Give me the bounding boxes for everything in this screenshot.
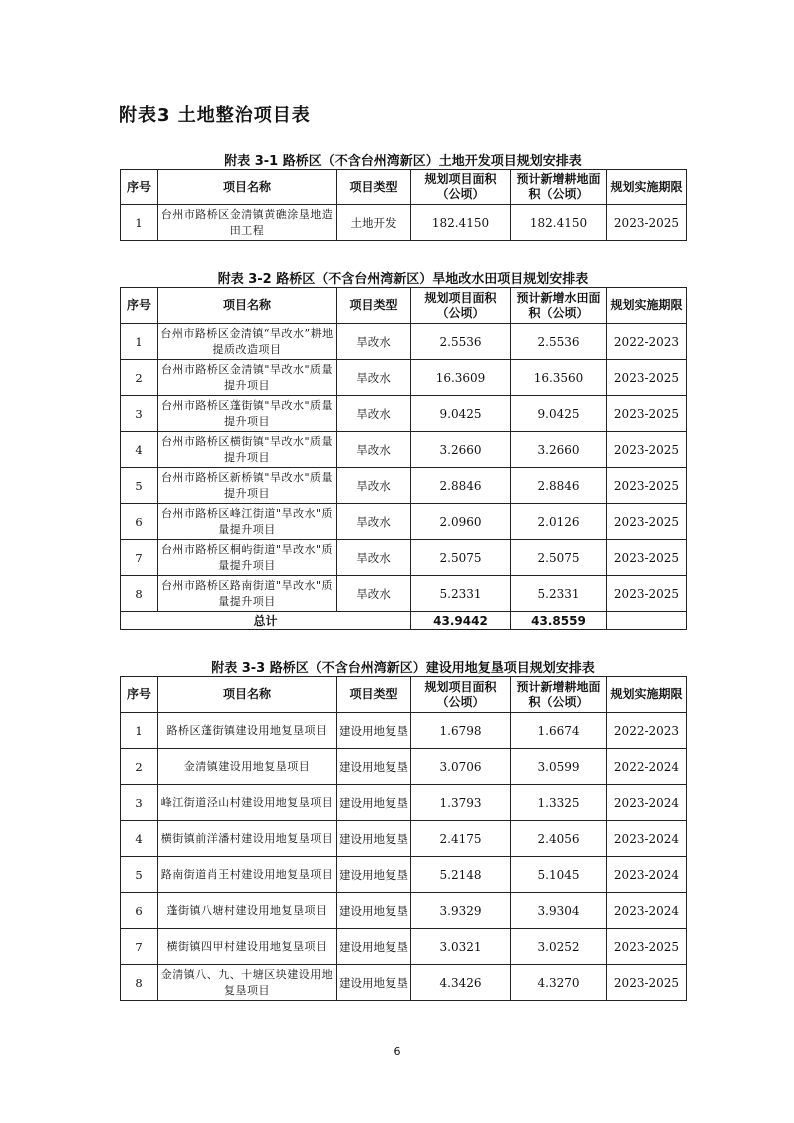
table-row	[121, 749, 687, 785]
table-row	[121, 432, 687, 468]
cell-type: 建设用地复垦	[337, 785, 411, 821]
cell-type: 旱改水	[337, 324, 411, 360]
col-header-type: 项目类型	[337, 288, 411, 324]
section-heading: 附表3 土地整治项目表	[119, 105, 311, 126]
col-header-name: 项目名称	[158, 288, 337, 324]
cell-name: 台州市路桥区金清镇“旱改水”耕地提质改造项目	[158, 324, 337, 360]
col-header-name: 项目名称	[158, 170, 337, 205]
table-row	[121, 468, 687, 504]
table-row	[121, 785, 687, 821]
cell-added: 5.1045	[511, 857, 607, 893]
cell-area: 16.3609	[411, 360, 511, 396]
cell-type: 建设用地复垦	[337, 929, 411, 965]
cell-area: 9.0425	[411, 396, 511, 432]
cell-name: 台州市路桥区桐屿街道"旱改水"质量提升项目	[158, 540, 337, 576]
cell-period: 2023-2025	[607, 929, 687, 965]
cell-name: 台州市路桥区峰江街道"旱改水"质量提升项目	[158, 504, 337, 540]
cell-period: 2023-2025	[607, 965, 687, 1001]
cell-added: 3.0252	[511, 929, 607, 965]
cell-no: 8	[121, 965, 158, 1001]
cell-area: 1.3793	[411, 785, 511, 821]
table-row	[121, 504, 687, 540]
cell-no: 2	[121, 360, 158, 396]
col-header-added: 预计新增水田面积（公顷）	[511, 288, 607, 324]
table1-land-development	[120, 169, 687, 241]
cell-no: 1	[121, 713, 158, 749]
table3-construction-land-reclamation	[120, 676, 687, 1001]
cell-name: 路南街道肖王村建设用地复垦项目	[158, 857, 337, 893]
total-row	[121, 612, 687, 630]
table-row	[121, 821, 687, 857]
table1-caption: 附表 3-1 路桥区（不含台州湾新区）土地开发项目规划安排表	[224, 154, 582, 169]
cell-no: 2	[121, 749, 158, 785]
cell-name: 台州市路桥区路南街道"旱改水"质量提升项目	[158, 576, 337, 612]
cell-type: 建设用地复垦	[337, 857, 411, 893]
col-header-period: 规划实施期限	[607, 677, 687, 713]
cell-name: 横街镇四甲村建设用地复垦项目	[158, 929, 337, 965]
cell-period: 2023-2025	[607, 468, 687, 504]
cell-area: 5.2331	[411, 576, 511, 612]
cell-name: 横街镇前洋潘村建设用地复垦项目	[158, 821, 337, 857]
cell-period: 2023-2024	[607, 857, 687, 893]
cell-area: 4.3426	[411, 965, 511, 1001]
cell-no: 4	[121, 432, 158, 468]
cell-name: 台州市路桥区金清镇黄礁涂垦地造田工程	[158, 205, 337, 241]
cell-added: 4.3270	[511, 965, 607, 1001]
cell-period: 2023-2025	[607, 360, 687, 396]
cell-name: 金清镇八、九、十塘区块建设用地复垦项目	[158, 965, 337, 1001]
cell-added: 5.2331	[511, 576, 607, 612]
col-header-no: 序号	[121, 170, 158, 205]
cell-type: 旱改水	[337, 504, 411, 540]
col-header-added: 预计新增耕地面积（公顷）	[511, 677, 607, 713]
col-header-period: 规划实施期限	[607, 170, 687, 205]
cell-type: 旱改水	[337, 576, 411, 612]
cell-added: 2.0126	[511, 504, 607, 540]
cell-type: 旱改水	[337, 360, 411, 396]
cell-area: 182.4150	[411, 205, 511, 241]
cell-type: 旱改水	[337, 432, 411, 468]
cell-added: 2.8846	[511, 468, 607, 504]
cell-type: 建设用地复垦	[337, 965, 411, 1001]
cell-period: 2023-2024	[607, 893, 687, 929]
cell-period: 2023-2025	[607, 205, 687, 241]
cell-no: 7	[121, 929, 158, 965]
cell-period: 2022-2024	[607, 749, 687, 785]
cell-name: 蓬街镇八塘村建设用地复垦项目	[158, 893, 337, 929]
col-header-type: 项目类型	[337, 170, 411, 205]
cell-period: 2023-2025	[607, 432, 687, 468]
cell-no: 1	[121, 205, 158, 241]
table-row	[121, 205, 687, 241]
table-row	[121, 893, 687, 929]
cell-area: 2.5075	[411, 540, 511, 576]
cell-period: 2023-2024	[607, 785, 687, 821]
table-row	[121, 576, 687, 612]
total-label: 总计	[121, 612, 411, 630]
table-row	[121, 965, 687, 1001]
table2-dry-to-paddy	[120, 287, 687, 630]
cell-no: 3	[121, 785, 158, 821]
table-row	[121, 360, 687, 396]
cell-added: 3.0599	[511, 749, 607, 785]
cell-added: 16.3560	[511, 360, 607, 396]
cell-name: 峰江街道泾山村建设用地复垦项目	[158, 785, 337, 821]
table-row	[121, 324, 687, 360]
cell-no: 5	[121, 857, 158, 893]
cell-no: 6	[121, 893, 158, 929]
cell-type: 建设用地复垦	[337, 821, 411, 857]
cell-period: 2023-2025	[607, 576, 687, 612]
col-header-area: 规划项目面积（公顷）	[411, 677, 511, 713]
table-row	[121, 857, 687, 893]
cell-no: 7	[121, 540, 158, 576]
cell-type: 土地开发	[337, 205, 411, 241]
cell-name: 台州市路桥区蓬街镇"旱改水"质量提升项目	[158, 396, 337, 432]
cell-no: 3	[121, 396, 158, 432]
col-header-area: 规划项目面积（公顷）	[411, 288, 511, 324]
cell-added: 1.3325	[511, 785, 607, 821]
table2-caption: 附表 3-2 路桥区（不含台州湾新区）旱地改水田项目规划安排表	[217, 272, 589, 287]
cell-name: 台州市路桥区金清镇"旱改水"质量提升项目	[158, 360, 337, 396]
col-header-area: 规划项目面积（公顷）	[411, 170, 511, 205]
table-row	[121, 929, 687, 965]
cell-area: 2.8846	[411, 468, 511, 504]
cell-period: 2022-2023	[607, 324, 687, 360]
cell-type: 建设用地复垦	[337, 749, 411, 785]
cell-type: 建设用地复垦	[337, 713, 411, 749]
cell-area: 3.2660	[411, 432, 511, 468]
cell-area: 1.6798	[411, 713, 511, 749]
cell-added: 3.9304	[511, 893, 607, 929]
cell-added: 9.0425	[511, 396, 607, 432]
cell-no: 1	[121, 324, 158, 360]
cell-name: 路桥区蓬街镇建设用地复垦项目	[158, 713, 337, 749]
total-period-empty	[607, 612, 687, 630]
col-header-added: 预计新增耕地面积（公顷）	[511, 170, 607, 205]
total-area: 43.9442	[411, 612, 511, 630]
cell-area: 3.0706	[411, 749, 511, 785]
cell-added: 2.4056	[511, 821, 607, 857]
cell-name: 台州市路桥区横街镇"旱改水"质量提升项目	[158, 432, 337, 468]
cell-added: 1.6674	[511, 713, 607, 749]
table-row	[121, 713, 687, 749]
cell-name: 台州市路桥区新桥镇"旱改水"质量提升项目	[158, 468, 337, 504]
cell-name: 金清镇建设用地复垦项目	[158, 749, 337, 785]
cell-type: 建设用地复垦	[337, 893, 411, 929]
cell-area: 3.9329	[411, 893, 511, 929]
cell-type: 旱改水	[337, 540, 411, 576]
col-header-period: 规划实施期限	[607, 288, 687, 324]
cell-area: 2.0960	[411, 504, 511, 540]
cell-no: 4	[121, 821, 158, 857]
cell-period: 2023-2025	[607, 504, 687, 540]
cell-area: 5.2148	[411, 857, 511, 893]
cell-added: 182.4150	[511, 205, 607, 241]
cell-added: 2.5075	[511, 540, 607, 576]
cell-added: 2.5536	[511, 324, 607, 360]
cell-area: 2.4175	[411, 821, 511, 857]
cell-period: 2023-2025	[607, 540, 687, 576]
total-added: 43.8559	[511, 612, 607, 630]
table2-header-row	[121, 288, 687, 324]
table-row	[121, 396, 687, 432]
col-header-no: 序号	[121, 288, 158, 324]
cell-type: 旱改水	[337, 468, 411, 504]
col-header-name: 项目名称	[158, 677, 337, 713]
col-header-no: 序号	[121, 677, 158, 713]
cell-type: 旱改水	[337, 396, 411, 432]
cell-period: 2022-2023	[607, 713, 687, 749]
col-header-type: 项目类型	[337, 677, 411, 713]
table3-header-row	[121, 677, 687, 713]
page-number: 6	[393, 1045, 401, 1058]
cell-area: 3.0321	[411, 929, 511, 965]
cell-added: 3.2660	[511, 432, 607, 468]
cell-period: 2023-2024	[607, 821, 687, 857]
cell-area: 2.5536	[411, 324, 511, 360]
table3-caption: 附表 3-3 路桥区（不含台州湾新区）建设用地复垦项目规划安排表	[211, 661, 595, 676]
table1-header-row	[121, 170, 687, 205]
cell-no: 5	[121, 468, 158, 504]
cell-no: 6	[121, 504, 158, 540]
table-row	[121, 540, 687, 576]
cell-period: 2023-2025	[607, 396, 687, 432]
cell-no: 8	[121, 576, 158, 612]
